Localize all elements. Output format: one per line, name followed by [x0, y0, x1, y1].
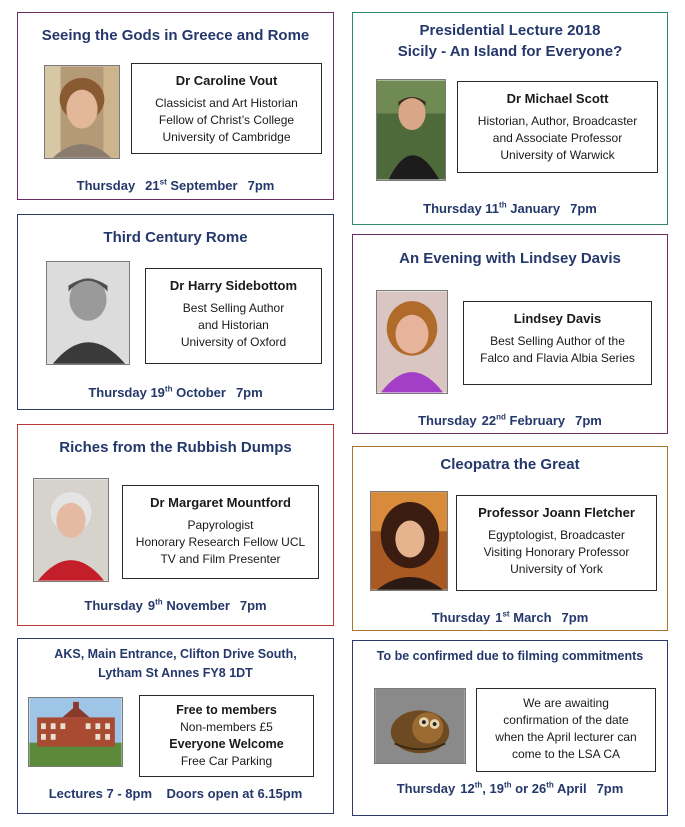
date-time: 7pm	[239, 598, 267, 613]
date-day: Thursday	[84, 598, 143, 613]
lecture-card-davis	[352, 234, 668, 434]
date-number: 26	[531, 781, 547, 796]
date-day: Thursday	[423, 201, 482, 216]
speaker-photo	[44, 65, 120, 159]
speaker-info-box	[456, 495, 657, 591]
date-suffix: nd	[496, 412, 506, 422]
speaker-detail: and Historian	[198, 318, 269, 332]
speaker-detail: Honorary Research Fellow UCL	[135, 535, 306, 549]
date-number: 9	[147, 598, 156, 613]
venue-info-line: Non-members £5	[180, 720, 273, 734]
speaker-info-box	[145, 268, 322, 364]
speaker-info-box	[131, 63, 322, 154]
venue-card	[17, 638, 334, 814]
date-month: September	[170, 178, 238, 193]
speaker-detail: Classicist and Art Historian	[155, 96, 298, 110]
date-month: February	[509, 413, 566, 428]
date-number: 12	[460, 781, 475, 796]
date-day: Thursday	[431, 610, 491, 625]
date-month: January	[510, 201, 561, 216]
date-number: 11	[485, 201, 500, 216]
lecture-title: Riches from the Rubbish Dumps	[59, 439, 292, 456]
april-message-line: when the April lecturer can	[495, 730, 637, 744]
date-month: April	[556, 781, 587, 796]
date-number: 19	[489, 781, 504, 796]
lecture-date	[18, 177, 333, 195]
april-date: Thursday 12th, 19th or 26th April 7pm	[396, 780, 624, 796]
april-title: To be confirmed due to filming commitments	[376, 649, 644, 663]
lecture-date	[18, 384, 333, 402]
lecture-card-fletcher	[352, 446, 668, 631]
date-suffix: st	[159, 177, 167, 187]
speaker-detail: Papyrologist	[187, 518, 254, 532]
april-card	[352, 640, 668, 816]
venue-info-line: Free Car Parking	[180, 754, 273, 768]
speaker-name: Dr Caroline Vout	[175, 73, 278, 88]
speaker-name: Dr Michael Scott	[506, 91, 609, 106]
date-day: Thursday	[396, 781, 456, 796]
date-month: March	[513, 610, 552, 625]
speaker-info-box	[463, 301, 652, 385]
speaker-detail: Visiting Honorary Professor	[483, 545, 630, 559]
date-suffix: th	[503, 780, 512, 790]
speaker-detail: Egyptologist, Broadcaster	[488, 528, 625, 542]
date-number: 22	[481, 413, 497, 428]
speaker-photo	[376, 79, 446, 181]
date-month: October	[176, 385, 226, 400]
date-day: Thursday	[418, 413, 477, 428]
lecture-card-sidebottom	[17, 214, 334, 410]
lecture-date	[18, 597, 333, 615]
lecture-card-mountford	[17, 424, 334, 626]
speaker-name: Dr Margaret Mountford	[150, 495, 291, 510]
speaker-name: Dr Harry Sidebottom	[169, 278, 298, 293]
speaker-info-box	[457, 81, 658, 173]
date-time: 7pm	[575, 413, 602, 428]
speaker-detail: Best Selling Author	[182, 301, 285, 315]
lecture-date	[353, 200, 667, 218]
venue-address: AKS, Main Entrance, Clifton Drive South,	[54, 647, 297, 661]
date-day: Thursday	[88, 385, 147, 400]
lecture-title: Seeing the Gods in Greece and Rome	[41, 27, 310, 44]
venue-address: Lytham St Annes FY8 1DT	[98, 666, 253, 680]
lecture-subtitle: Sicily - An Island for Everyone?	[397, 43, 623, 60]
speaker-photo	[46, 261, 130, 365]
date-suffix: st	[502, 609, 510, 619]
april-message-line: come to the LSA CA	[511, 747, 621, 761]
lecture-date	[353, 412, 667, 430]
april-message-line: confirmation of the date	[503, 713, 629, 727]
speaker-detail: Falco and Flavia Albia Series	[480, 351, 635, 365]
april-message-line: We are awaiting	[523, 696, 609, 710]
speaker-detail: Historian, Author, Broadcaster	[477, 114, 638, 128]
speaker-detail: University of York	[510, 562, 603, 576]
lecture-card-vout	[17, 12, 334, 200]
date-time: 7pm	[596, 781, 624, 796]
date-time: 7pm	[561, 610, 589, 625]
date-number: 19	[150, 385, 165, 400]
date-time: 7pm	[570, 201, 597, 216]
lecture-title: Cleopatra the Great	[440, 456, 580, 473]
venue-info-box	[139, 695, 314, 777]
venue-photo	[28, 697, 123, 767]
speaker-detail: Fellow of Christ’s College	[158, 113, 295, 127]
date-number: 1	[495, 610, 503, 625]
venue-info-line: Free to members	[176, 703, 277, 717]
date-suffix: th	[546, 780, 554, 790]
speaker-detail: University of Oxford	[180, 335, 287, 349]
date-month: November	[166, 598, 230, 613]
speaker-detail: University of Cambridge	[162, 130, 291, 144]
speaker-detail: Best Selling Author of the	[490, 334, 625, 348]
lecture-title: Third Century Rome	[103, 229, 248, 246]
venue-info-line: Everyone Welcome	[169, 737, 284, 751]
lecture-date	[353, 609, 667, 627]
speaker-info-box	[122, 485, 319, 579]
venue-footer: Lectures 7 - 8pm Doors open at 6.15pm	[48, 786, 303, 801]
date-day: Thursday	[76, 178, 136, 193]
date-suffix: th	[155, 597, 163, 607]
date-number: 21	[145, 178, 160, 193]
date-time: 7pm	[235, 385, 263, 400]
lecture-card-scott	[352, 12, 668, 225]
speaker-name: Lindsey Davis	[513, 311, 602, 326]
date-suffix: th	[164, 384, 173, 394]
speaker-detail: and Associate Professor	[492, 131, 623, 145]
speaker-name: Professor Joann Fletcher	[478, 505, 635, 520]
speaker-photo	[370, 491, 448, 591]
owl-artifact-photo	[374, 688, 466, 764]
speaker-detail: University of Warwick	[500, 148, 615, 162]
lecture-title: An Evening with Lindsey Davis	[399, 250, 621, 267]
date-time: 7pm	[247, 178, 275, 193]
speaker-photo	[33, 478, 109, 582]
date-suffix: th	[499, 200, 507, 210]
date-suffix: th	[474, 780, 483, 790]
lecture-title: Presidential Lecture 2018	[419, 22, 601, 39]
date-conjunction: or	[515, 781, 529, 796]
april-message-box	[476, 688, 656, 772]
speaker-detail: TV and Film Presenter	[160, 552, 281, 566]
speaker-photo	[376, 290, 448, 394]
